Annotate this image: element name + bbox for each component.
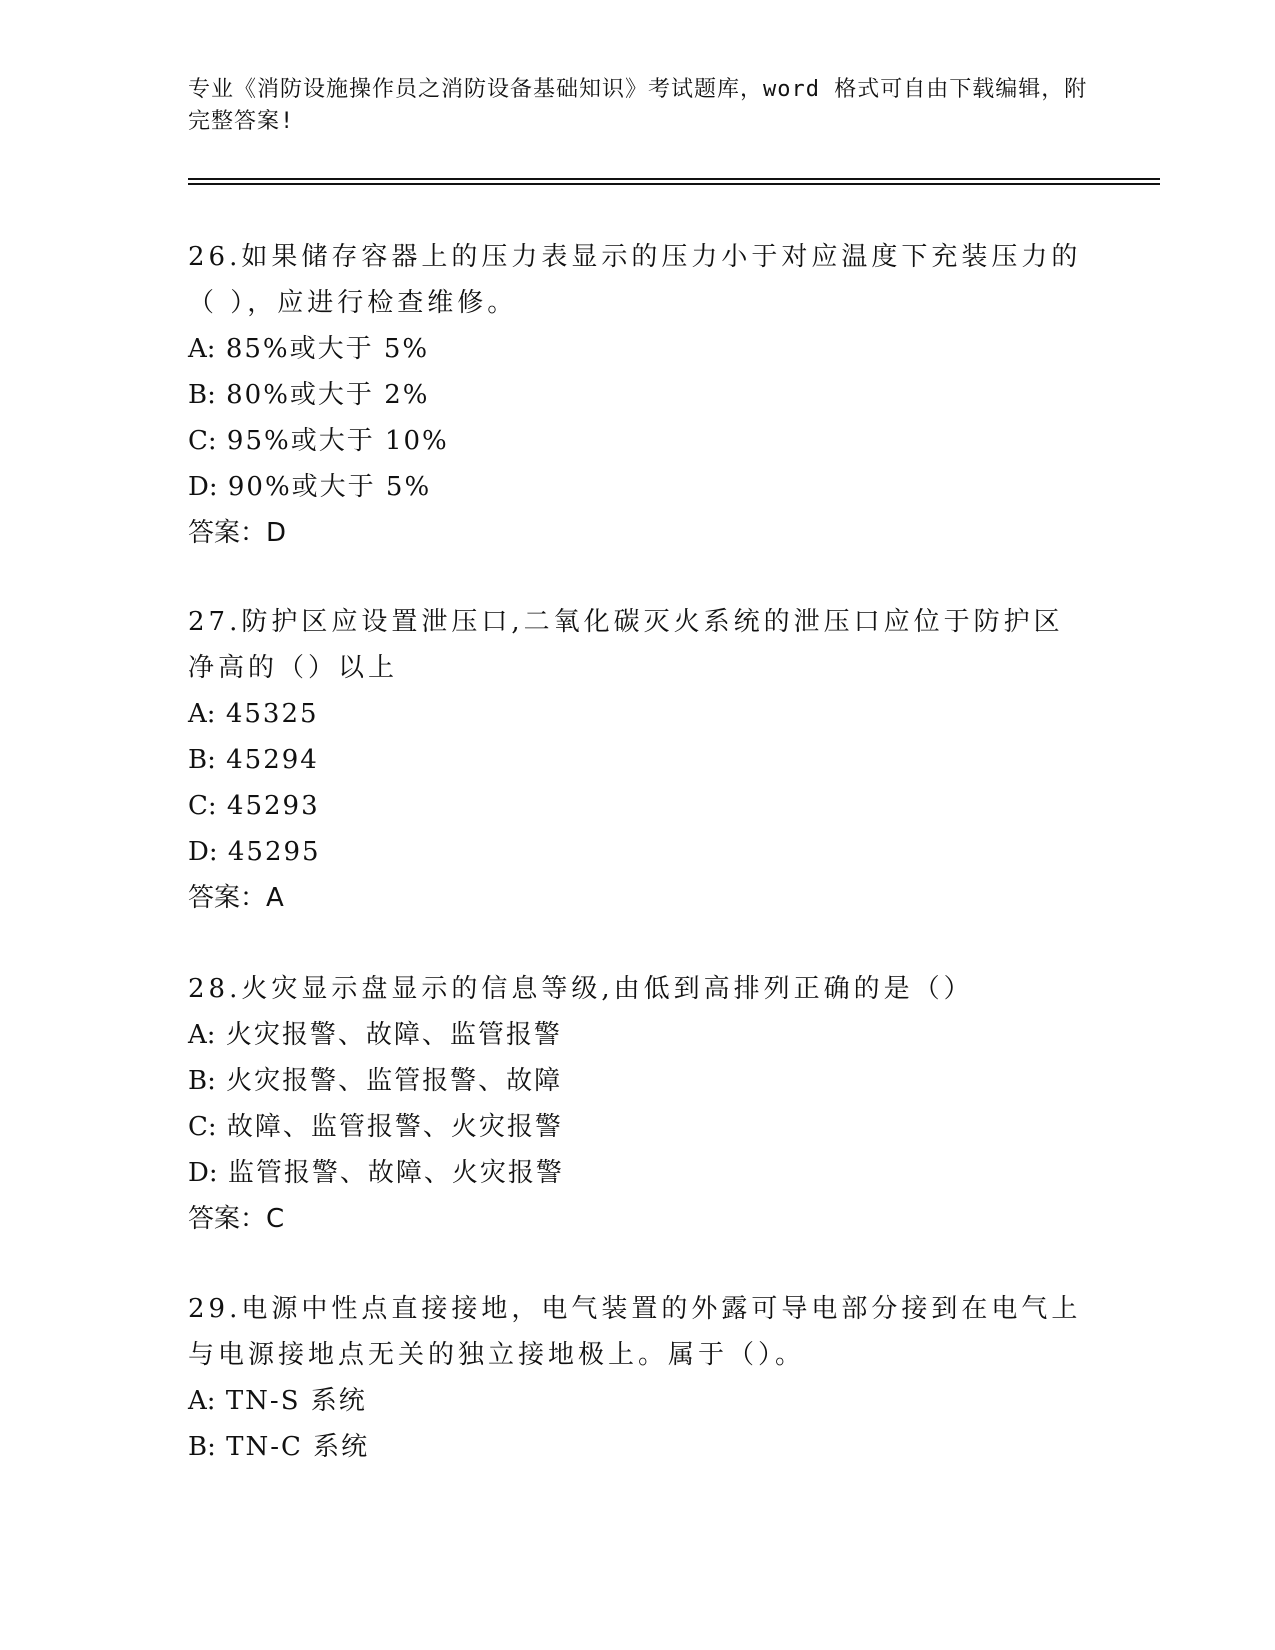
answer-line: 答案：A bbox=[188, 883, 284, 913]
option-text: 45325 bbox=[225, 699, 319, 729]
option-a bbox=[188, 326, 1088, 372]
option-key: C: bbox=[188, 1112, 217, 1142]
option-text: 45293 bbox=[226, 791, 320, 821]
option-a bbox=[188, 1378, 1088, 1424]
option-text: 45294 bbox=[226, 745, 319, 775]
option-text: 监管报警、故障、火灾报警 bbox=[227, 1158, 564, 1188]
option-c bbox=[188, 1104, 1088, 1150]
header-divider-bottom bbox=[188, 183, 1160, 185]
option-key: A: bbox=[188, 1020, 216, 1050]
answer-line: 答案：D bbox=[188, 518, 287, 548]
question-stem: 28.火灾显示盘显示的信息等级,由低到高排列正确的是（） bbox=[188, 974, 974, 1004]
option-text: 火灾报警、故障、监管报警 bbox=[225, 1020, 562, 1050]
option-c bbox=[188, 418, 1088, 464]
option-key: D: bbox=[188, 837, 218, 867]
option-key: B: bbox=[188, 1066, 216, 1096]
option-key: B: bbox=[188, 745, 216, 775]
question-26 bbox=[188, 234, 1088, 556]
question-29 bbox=[188, 1286, 1088, 1470]
option-d bbox=[188, 464, 1088, 510]
option-b bbox=[188, 372, 1088, 418]
option-text: TN-C 系统 bbox=[226, 1432, 370, 1462]
option-key: C: bbox=[188, 426, 217, 456]
option-key: D: bbox=[188, 472, 218, 502]
option-d bbox=[188, 1150, 1088, 1196]
option-b bbox=[188, 1424, 1088, 1470]
option-b bbox=[188, 737, 1088, 783]
option-key: A: bbox=[188, 1386, 216, 1416]
option-key: C: bbox=[188, 791, 217, 821]
option-b bbox=[188, 1058, 1088, 1104]
question-28 bbox=[188, 966, 1088, 1242]
option-text: 90%或大于 5% bbox=[227, 472, 432, 502]
question-stem: 29.电源中性点直接接地，电气装置的外露可导电部分接到在电气上与电源接地点无关的独立接地极上。属于（）。 bbox=[188, 1294, 1082, 1370]
answer-line: 答案：C bbox=[188, 1204, 285, 1234]
option-text: 85%或大于 5% bbox=[225, 334, 430, 364]
question-stem: 27.防护区应设置泄压口,二氧化碳灭火系统的泄压口应位于防护区净高的（）以上 bbox=[188, 607, 1064, 683]
option-c bbox=[188, 783, 1088, 829]
option-a bbox=[188, 691, 1088, 737]
option-text: 故障、监管报警、火灾报警 bbox=[226, 1112, 563, 1142]
option-key: A: bbox=[188, 699, 216, 729]
option-key: D: bbox=[188, 1158, 218, 1188]
header-divider-top bbox=[188, 178, 1160, 180]
option-a bbox=[188, 1012, 1088, 1058]
question-27 bbox=[188, 599, 1088, 921]
option-text: 80%或大于 2% bbox=[226, 380, 430, 410]
option-text: 45295 bbox=[227, 837, 321, 867]
question-stem: 26.如果储存容器上的压力表显示的压力小于对应温度下充装压力的（ ），应进行检查维修。 bbox=[188, 242, 1082, 318]
option-text: 火灾报警、监管报警、故障 bbox=[226, 1066, 563, 1096]
option-key: A: bbox=[188, 334, 216, 364]
option-text: 95%或大于 10% bbox=[226, 426, 449, 456]
option-d bbox=[188, 829, 1088, 875]
option-key: B: bbox=[188, 380, 216, 410]
option-text: TN-S 系统 bbox=[225, 1386, 367, 1416]
option-key: B: bbox=[188, 1432, 216, 1462]
document-header-intro: 专业《消防设施操作员之消防设备基础知识》考试题库，word 格式可自由下载编辑，附完整答案! bbox=[188, 77, 1088, 134]
